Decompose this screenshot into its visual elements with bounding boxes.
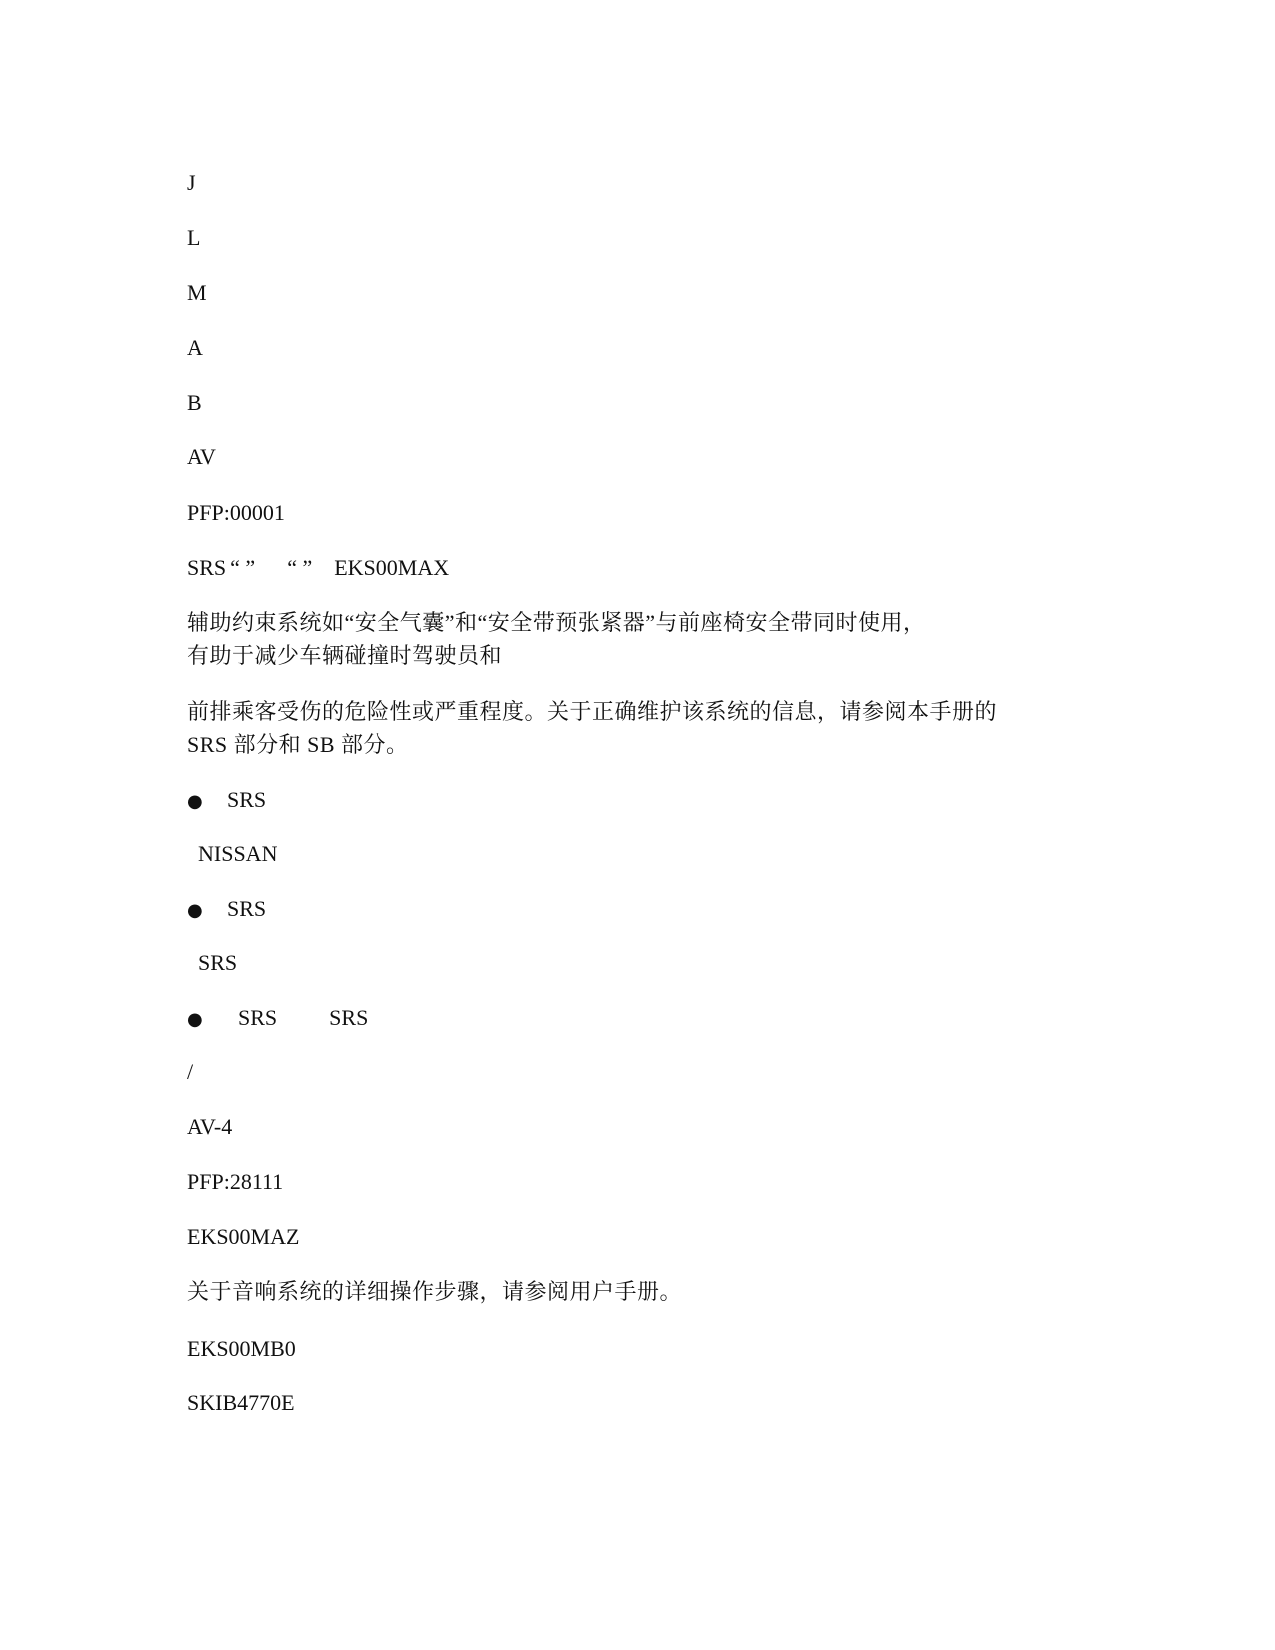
index-letter-av: AV — [187, 444, 216, 469]
quote-mark-2: “ ” — [287, 555, 313, 580]
srs-maintenance-paragraph — [187, 695, 1107, 761]
section-code-mb0: EKS00MB0 — [187, 1336, 296, 1361]
bullet-text: SRS — [227, 787, 267, 812]
index-letter-m: M — [187, 280, 207, 305]
paragraph-line: SRS 部分和 SB 部分。 — [187, 732, 409, 757]
bullet-text: SRS — [227, 896, 267, 921]
paragraph-line: 有助于减少车辆碰撞时驾驶员和 — [187, 643, 503, 668]
index-letter-b: B — [187, 390, 202, 415]
bullet-item-2 — [187, 893, 266, 927]
index-letter-a: A — [187, 335, 203, 360]
bullet-icon: ● — [187, 1009, 203, 1030]
pfp-code-28111: PFP:28111 — [187, 1169, 284, 1194]
bullet-item-2-sub: SRS — [198, 950, 238, 975]
srs-description-paragraph — [187, 606, 1107, 672]
quote-mark-1: “ ” — [230, 555, 256, 580]
audio-system-note: 关于音响系统的详细操作步骤，请参阅用户手册。 — [187, 1279, 683, 1304]
bullet-text-a: SRS — [238, 1005, 278, 1030]
bullet-item-1-sub: NISSAN — [198, 841, 278, 866]
bullet-text-b: SRS — [329, 1005, 369, 1030]
bullet-icon: ● — [187, 900, 203, 921]
section-code: EKS00MAX — [334, 555, 450, 580]
pfp-code-00001: PFP:00001 — [187, 500, 285, 525]
bullet-icon: ● — [187, 791, 203, 812]
bullet-item-3 — [187, 1002, 368, 1036]
index-letter-j: J — [187, 170, 196, 195]
srs-label: SRS — [187, 555, 227, 580]
paragraph-line: 前排乘客受伤的危险性或严重程度。关于正确维护该系统的信息，请参阅本手册的 — [187, 699, 998, 724]
slash-line: / — [187, 1059, 194, 1084]
index-letter-l: L — [187, 225, 201, 250]
section-code-maz: EKS00MAZ — [187, 1224, 300, 1249]
page-reference: AV-4 — [187, 1114, 233, 1139]
bullet-item-1 — [187, 784, 266, 818]
paragraph-line: 辅助约束系统如“安全气囊”和“安全带预张紧器”与前座椅安全带同时使用， — [187, 610, 926, 635]
srs-section-header — [187, 552, 449, 584]
figure-code: SKIB4770E — [187, 1390, 295, 1415]
